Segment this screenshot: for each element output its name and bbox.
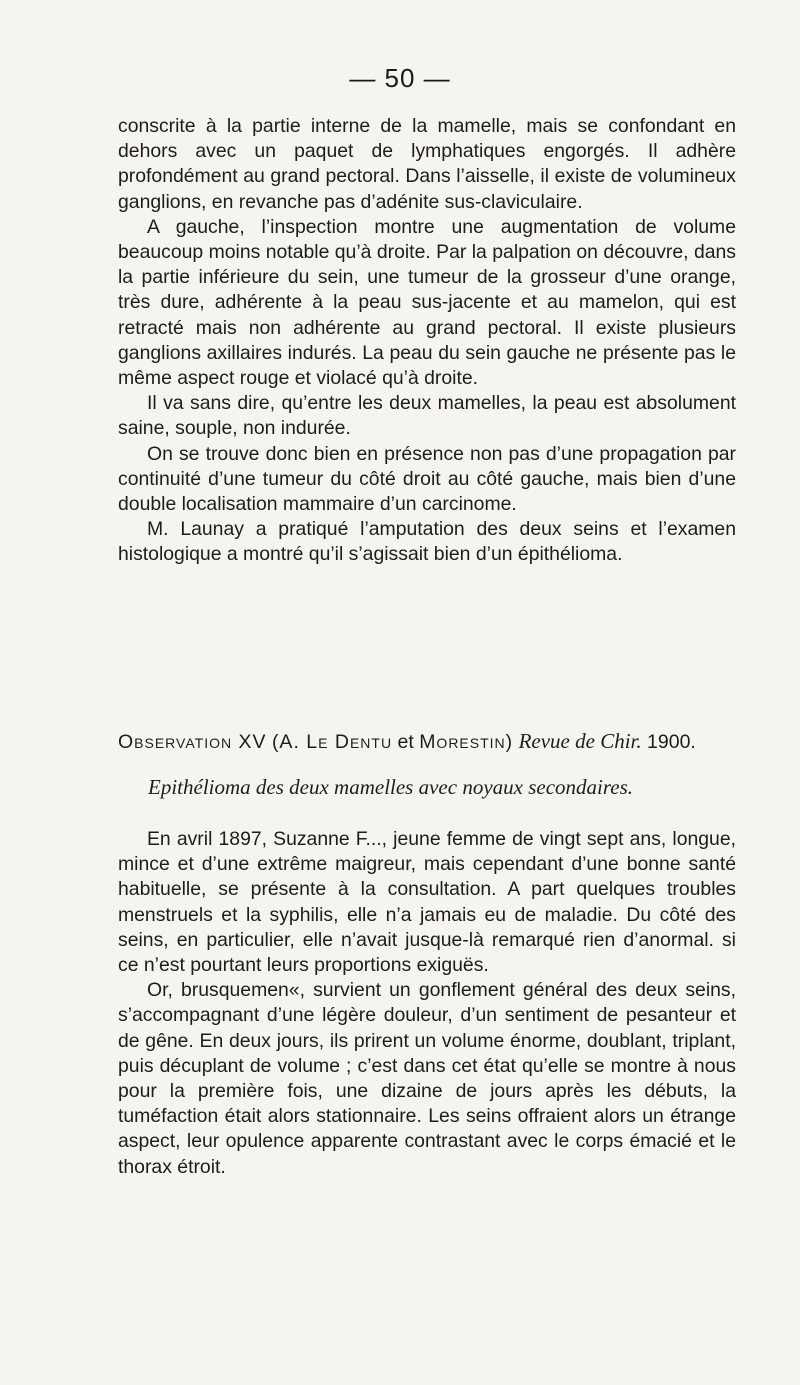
- observation-and-word: et: [397, 731, 414, 753]
- paragraph: A gauche, l’inspection montre une augmentation de volume beaucoup moins notable qu’à droite. Par la palpation on découvre, dans la partie inférieure du sein, une tumeur de la grosseur d’une orange, très dure, adhérente à la peau sus-jacente et au mamelon, qui est retracté mais non adhérente au grand pectoral. Il existe plusieurs ganglions axillaires indurés. La peau du sein gauche ne présente pas le même aspect rouge et violacé qu’à droite.: [118, 215, 736, 390]
- observation-heading: [118, 728, 758, 755]
- page-number: — 50 —: [349, 63, 451, 93]
- body-text-top: [118, 114, 736, 568]
- paragraph: En avril 1897, Suzanne F..., jeune femme de vingt sept ans, longue, mince et d’une extrême maigreur, mais cependant d’une bonne santé habituelle, se présente à la consultation. A part quelques troubles menstruels et la syphilis, elle n’a jamais eu de maladie. Du côté des seins, en particulier, elle n’avait jusque-là remarqué rien d’anormal. si ce n’est pourtant leurs proportions exiguës.: [118, 828, 736, 977]
- observation-year: 1900.: [647, 731, 696, 753]
- observation-authors-open: (A. Le Dentu: [271, 731, 393, 753]
- observation-subtitle: Epithélioma des deux mamelles avec noyaux secondaires.: [148, 775, 633, 799]
- paragraph: On se trouve donc bien en présence non pas d’une propagation par continuité d’une tumeur du côté droit au côté gauche, mais bien d’une double localisation mammaire d’un carcinome.: [118, 442, 736, 516]
- paragraph: conscrite à la partie interne de la mamelle, mais se confondant en dehors avec un paquet de lymphatiques engorgés. Il adhère profondément au grand pectoral. Dans l’aisselle, il existe de volumineux ganglions, en revanche pas d’adénite sus-claviculaire.: [118, 115, 736, 213]
- observation-label: Observation XV: [118, 731, 267, 753]
- paragraph: Or, brusquemen«, survient un gonflement général des deux seins, s’accompagnant d’une légère douleur, d’un sentiment de pesanteur et de gêne. En deux jours, ils prirent un volume énorme, doublant, triplant, puis décuplant de volume ; c’est dans cet état qu’elle se montre à nous pour la première fois, une dizaine de jours après les débuts, la tuméfaction était alors stationnaire. Les seins offraient alors un étrange aspect, leur opulence apparente contrastant avec le corps émacié et le thorax étroit.: [118, 979, 736, 1178]
- observation-journal: Revue de Chir.: [518, 729, 642, 753]
- body-text-bottom: [118, 827, 736, 1180]
- observation-authors-close: Morestin): [419, 731, 514, 753]
- paragraph: M. Launay a pratiqué l’amputation des deux seins et l’examen histologique a montré qu’il s’agissait bien d’un épithélioma.: [118, 518, 736, 566]
- paragraph: Il va sans dire, qu’entre les deux mamelles, la peau est absolument saine, souple, non indurée.: [118, 392, 736, 440]
